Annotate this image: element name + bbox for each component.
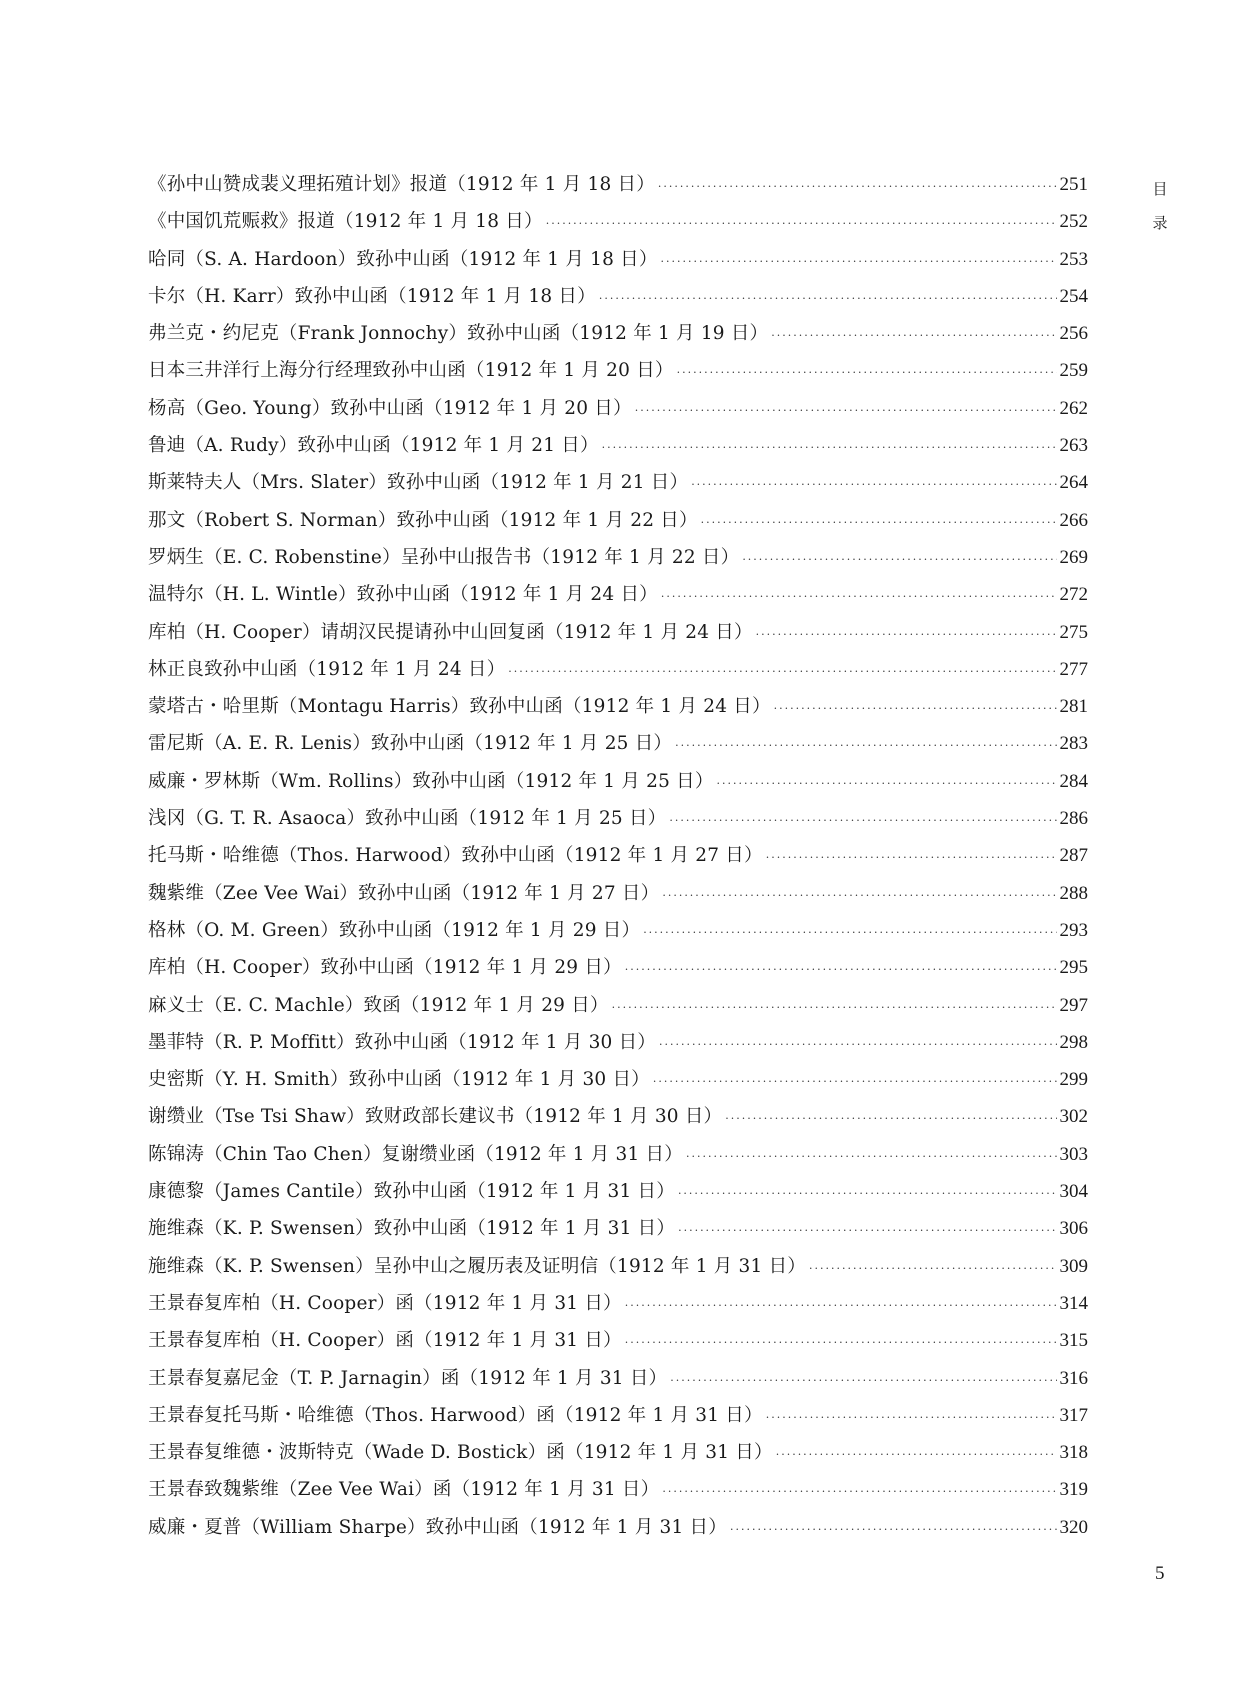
toc-entry-title: 墨菲特（R. P. Moffitt）致孙中山函（1912 年 1 月 30 日） [148,1031,657,1053]
toc-entry-title: 卡尔（H. Karr）致孙中山函（1912 年 1 月 18 日） [148,285,596,307]
toc-entry[interactable] [148,692,1088,729]
toc-entry-title: 林正良致孙中山函（1912 年 1 月 24 日） [148,658,506,680]
toc-entry-title: 康德黎（James Cantile）致孙中山函（1912 年 1 月 31 日） [148,1181,675,1203]
toc-entry-page: 295 [1059,957,1088,979]
dot-leader [602,441,1057,454]
toc-entry[interactable] [148,319,1088,356]
dot-leader [599,292,1057,305]
toc-entry-title: 施维森（K. P. Swensen）致孙中山函（1912 年 1 月 31 日） [148,1218,676,1240]
dot-leader [717,777,1057,790]
dot-leader [691,478,1056,491]
toc-entry-title: 蒙塔古・哈里斯（Montagu Harris）致孙中山函（1912 年 1 月 24 日） [148,696,771,718]
toc-entry-title: 温特尔（H. L. Wintle）致孙中山函（1912 年 1 月 24 日） [148,584,658,606]
dot-leader [669,814,1056,827]
dot-leader [635,404,1057,417]
toc-entry[interactable] [148,1252,1088,1289]
toc-entry-title: 魏紫维（Zee Vee Wai）致孙中山函（1912 年 1 月 27 日） [148,882,660,904]
dot-leader [658,180,1057,193]
toc-entry[interactable] [148,1401,1088,1438]
toc-entry[interactable] [148,1326,1088,1363]
toc-entry-page: 259 [1059,360,1088,382]
dot-leader [766,1411,1057,1424]
dot-leader [662,1485,1056,1498]
toc-entry[interactable] [148,841,1088,878]
toc-entry[interactable] [148,170,1088,207]
toc-entry[interactable] [148,468,1088,505]
toc-entry-page: 277 [1059,658,1088,680]
dot-leader [756,628,1057,641]
toc-entry[interactable] [148,767,1088,804]
toc-entry-title: 鲁迪（A. Rudy）致孙中山函（1912 年 1 月 21 日） [148,435,599,457]
toc-entry[interactable] [148,282,1088,319]
toc-entry-page: 309 [1059,1255,1088,1277]
toc-entry-title: 王景春复库柏（H. Cooper）函（1912 年 1 月 31 日） [148,1292,622,1314]
toc-entry-page: 304 [1059,1181,1088,1203]
toc-entry-page: 275 [1059,621,1088,643]
toc-entry[interactable] [148,729,1088,766]
toc-entry-page: 297 [1059,994,1088,1016]
toc-entry-title: 杨高（Geo. Young）致孙中山函（1912 年 1 月 20 日） [148,397,632,419]
toc-entry-title: 王景春复嘉尼金（T. P. Jarnagin）函（1912 年 1 月 31 日） [148,1367,668,1389]
toc-entry-page: 306 [1059,1218,1088,1240]
toc-entry-page: 299 [1059,1069,1088,1091]
toc-entry-title: 格林（O. M. Green）致孙中山函（1912 年 1 月 29 日） [148,919,641,941]
dot-leader [546,217,1057,230]
toc-entry-title: 库柏（H. Cooper）请胡汉民提请孙中山回复函（1912 年 1 月 24 日） [148,621,753,643]
toc-entry-title: 哈同（S. A. Hardoon）致孙中山函（1912 年 1 月 18 日） [148,248,658,270]
dot-leader [730,1523,1057,1536]
toc-entry[interactable] [148,543,1088,580]
dot-leader [686,1150,1057,1163]
toc-entry-page: 264 [1059,472,1088,494]
toc-entry-page: 298 [1059,1031,1088,1053]
toc-entry-title: 雷尼斯（A. E. R. Lenis）致孙中山函（1912 年 1 月 25 日） [148,733,673,755]
toc-entry[interactable] [148,655,1088,692]
page-number: 5 [1155,1563,1165,1584]
dot-leader [662,889,1056,902]
section-label-char: 录 [1152,214,1168,232]
dot-leader [653,1075,1057,1088]
toc-entry-page: 317 [1059,1404,1088,1426]
dot-leader [661,255,1057,268]
dot-leader [670,1374,1056,1387]
toc-entry[interactable] [148,580,1088,617]
toc-entry[interactable] [148,1475,1088,1512]
toc-entry[interactable] [148,1177,1088,1214]
toc-entry[interactable] [148,618,1088,655]
table-of-contents [148,170,1088,1550]
section-label-contents [1148,172,1172,240]
toc-entry-title: 谢缵业（Tse Tsi Shaw）致财政部长建议书（1912 年 1 月 30 日） [148,1106,723,1128]
toc-entry-page: 269 [1059,546,1088,568]
toc-entry-page: 263 [1059,435,1088,457]
toc-entry-title: 王景春复托马斯・哈维德（Thos. Harwood）函（1912 年 1 月 31 日） [148,1404,763,1426]
toc-entry-page: 314 [1059,1292,1088,1314]
toc-entry-page: 283 [1059,733,1088,755]
toc-entry[interactable] [148,207,1088,244]
dot-leader [774,702,1057,715]
toc-entry-page: 318 [1059,1442,1088,1464]
toc-entry[interactable] [148,1102,1088,1139]
dot-leader [625,963,1057,976]
toc-entry[interactable] [148,1140,1088,1177]
toc-entry-title: 那文（Robert S. Norman）致孙中山函（1912 年 1 月 22 日） [148,509,698,531]
toc-entry-page: 266 [1059,509,1088,531]
toc-entry-page: 316 [1059,1367,1088,1389]
toc-entry-title: 王景春致魏紫维（Zee Vee Wai）函（1912 年 1 月 31 日） [148,1479,660,1501]
toc-entry[interactable] [148,1289,1088,1326]
dot-leader [625,1299,1057,1312]
dot-leader [659,1038,1056,1051]
dot-leader [508,665,1056,678]
toc-entry-title: 威廉・罗林斯（Wm. Rollins）致孙中山函（1912 年 1 月 25 日） [148,770,714,792]
dot-leader [809,1262,1057,1275]
toc-entry-title: 威廉・夏普（William Sharpe）致孙中山函（1912 年 1 月 31 日） [148,1516,727,1538]
toc-entry[interactable] [148,1028,1088,1065]
toc-entry[interactable] [148,431,1088,468]
toc-entry-title: 《孙中山赞成裴义理拓殖计划》报道（1912 年 1 月 18 日） [148,174,655,195]
section-label-char: 目 [1152,180,1168,198]
toc-entry-page: 281 [1059,696,1088,718]
toc-entry-page: 284 [1059,770,1088,792]
toc-entry-title: 麻义士（E. C. Machle）致函（1912 年 1 月 29 日） [148,994,609,1016]
toc-entry-page: 293 [1059,919,1088,941]
toc-entry-title: 施维森（K. P. Swensen）呈孙中山之履历表及证明信（1912 年 1 月 31 日） [148,1255,806,1277]
toc-entry[interactable] [148,1065,1088,1102]
dot-leader [625,1336,1057,1349]
toc-entry-page: 286 [1059,808,1088,830]
toc-entry-title: 浅冈（G. T. R. Asaoca）致孙中山函（1912 年 1 月 25 日） [148,808,667,830]
dot-leader [678,1187,1057,1200]
toc-entry-title: 史密斯（Y. H. Smith）致孙中山函（1912 年 1 月 30 日） [148,1069,650,1091]
dot-leader [643,926,1056,939]
toc-entry[interactable] [148,356,1088,393]
toc-entry-title: 《中国饥荒赈救》报道（1912 年 1 月 18 日） [148,211,543,233]
dot-leader [771,329,1056,342]
toc-entry[interactable] [148,1513,1088,1550]
toc-entry[interactable] [148,916,1088,953]
toc-entry-page: 303 [1059,1143,1088,1165]
toc-entry-title: 库柏（H. Cooper）致孙中山函（1912 年 1 月 29 日） [148,957,622,979]
dot-leader [776,1448,1057,1461]
dot-leader [677,366,1057,379]
dot-leader [725,1112,1056,1125]
toc-entry[interactable] [148,245,1088,282]
toc-entry-page: 315 [1059,1330,1088,1352]
dot-leader [661,590,1057,603]
toc-entry-page: 288 [1059,882,1088,904]
toc-entry-title: 王景春复维德・波斯特克（Wade D. Bostick）函（1912 年 1 月 31 日） [148,1442,773,1464]
toc-entry-page: 319 [1059,1479,1088,1501]
toc-entry-page: 251 [1059,174,1088,195]
toc-entry-page: 252 [1059,211,1088,233]
toc-entry[interactable] [148,953,1088,990]
toc-entry-page: 254 [1059,285,1088,307]
toc-entry-title: 陈锦涛（Chin Tao Chen）复谢缵业函（1912 年 1 月 31 日） [148,1143,683,1165]
dot-leader [675,739,1056,752]
toc-entry-title: 弗兰克・约尼克（Frank Jonnochy）致孙中山函（1912 年 1 月 19 日） [148,323,769,345]
toc-entry-page: 262 [1059,397,1088,419]
toc-entry-page: 287 [1059,845,1088,867]
toc-entry[interactable] [148,1438,1088,1475]
toc-entry-page: 256 [1059,323,1088,345]
dot-leader [742,553,1056,566]
dot-leader [701,516,1057,529]
dot-leader [678,1224,1056,1237]
toc-entry-page: 253 [1059,248,1088,270]
toc-entry[interactable] [148,1214,1088,1251]
toc-entry[interactable] [148,1364,1088,1401]
toc-entry-title: 斯莱特夫人（Mrs. Slater）致孙中山函（1912 年 1 月 21 日） [148,472,689,494]
toc-entry-page: 320 [1059,1516,1088,1538]
toc-entry-page: 302 [1059,1106,1088,1128]
toc-entry[interactable] [148,394,1088,431]
toc-entry[interactable] [148,879,1088,916]
toc-entry-title: 王景春复库柏（H. Cooper）函（1912 年 1 月 31 日） [148,1330,622,1352]
toc-entry[interactable] [148,506,1088,543]
toc-entry[interactable] [148,804,1088,841]
toc-entry-title: 托马斯・哈维德（Thos. Harwood）致孙中山函（1912 年 1 月 27 日） [148,845,763,867]
toc-entry-title: 日本三井洋行上海分行经理致孙中山函（1912 年 1 月 20 日） [148,360,674,382]
dot-leader [766,851,1057,864]
toc-entry-page: 272 [1059,584,1088,606]
toc-entry-title: 罗炳生（E. C. Robenstine）呈孙中山报告书（1912 年 1 月 22 日） [148,546,740,568]
toc-entry[interactable] [148,991,1088,1028]
dot-leader [612,1001,1057,1014]
